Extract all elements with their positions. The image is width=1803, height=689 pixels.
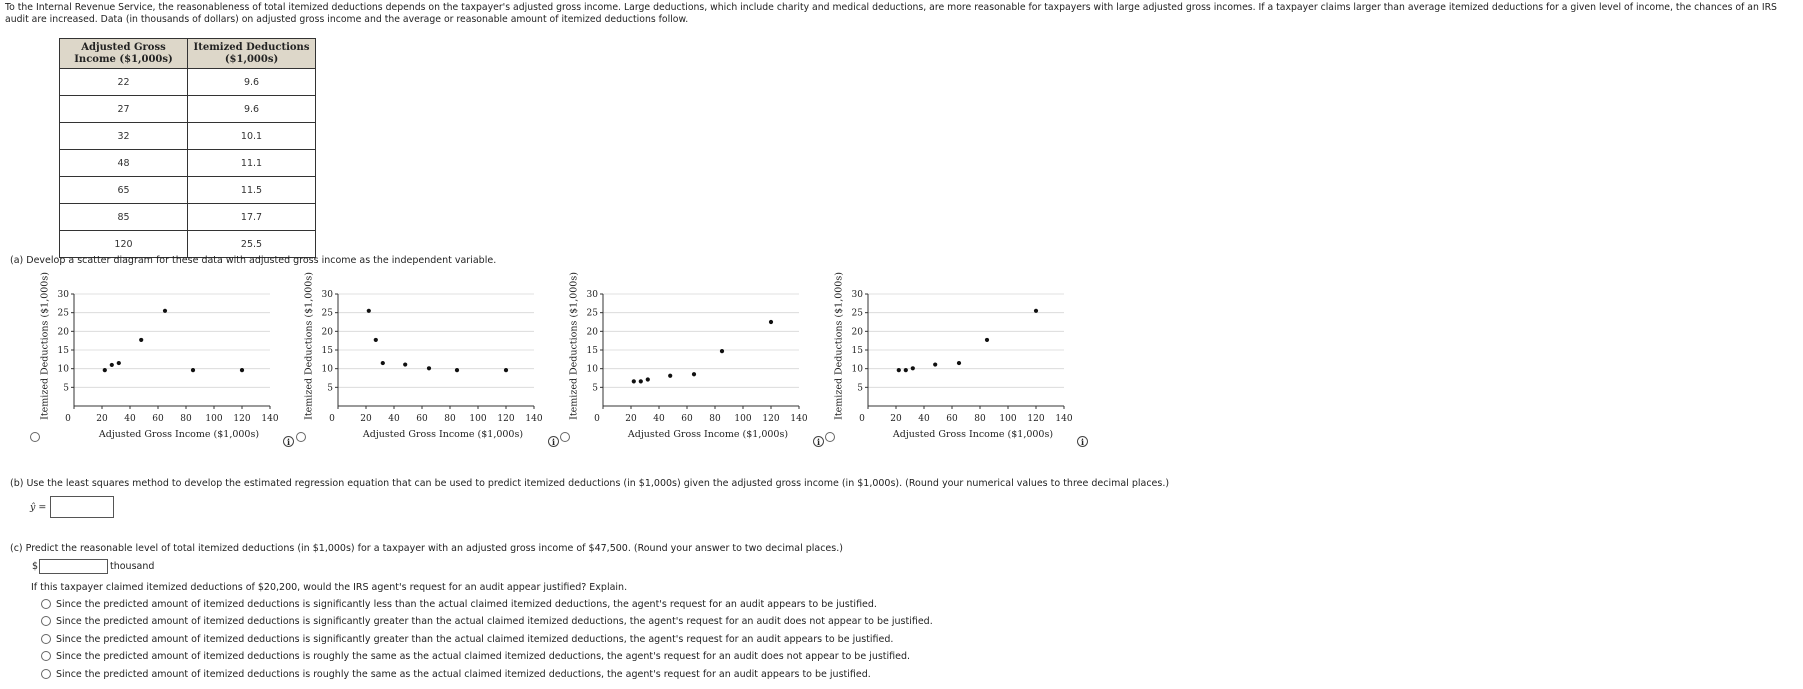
x-tick-label: 60	[152, 414, 164, 424]
regression-equation-input[interactable]	[50, 496, 114, 518]
table-cell-income: 85	[60, 204, 188, 231]
table-row	[60, 177, 316, 204]
data-point	[427, 366, 431, 370]
table-cell-deductions: 11.5	[188, 177, 316, 204]
prediction-input[interactable]	[39, 559, 108, 574]
data-point	[504, 368, 508, 372]
y-axis-label: Itemized Deductions ($1,000s)	[303, 272, 315, 420]
y-tick-label: 20	[321, 327, 333, 338]
table-row	[60, 231, 316, 258]
x-tick-label: 140	[261, 414, 279, 424]
x-tick-label: 80	[444, 414, 456, 424]
scatter-svg	[44, 276, 294, 426]
y-tick-label: 10	[57, 364, 69, 375]
y-axis-label: Itemized Deductions ($1,000s)	[568, 272, 580, 420]
x-tick-label: 140	[1055, 414, 1073, 424]
y-axis-label: Itemized Deductions ($1,000s)	[39, 272, 51, 420]
table-row	[60, 150, 316, 177]
x-tick-label: 40	[124, 414, 136, 424]
scatter-plot-1	[39, 272, 304, 444]
data-point	[632, 379, 636, 383]
x-tick-label: 100	[205, 414, 223, 424]
problem-intro: To the Internal Revenue Service, the reasonableness of total itemized deductions depends on the taxpayer's adjusted gross income. Large deductions, which include charity and medical deductions, are more reasonable for taxpayers with large adjusted gross incomes. If a taxpayer claims larger than average itemized deductions for a given level of income, the chances of an IRS audit are increased. Data (in thousands of dollars) on adjusted gross income and the average or reasonable amount of itemized deductions follow.	[5, 2, 1777, 25]
info-icon[interactable]: i	[548, 436, 559, 447]
info-icon[interactable]: i	[813, 436, 824, 447]
x-tick-label: 0	[859, 414, 865, 424]
data-point	[240, 368, 244, 372]
dollar-sign: $	[32, 561, 39, 572]
data-point	[103, 368, 107, 372]
radio-button[interactable]	[41, 651, 51, 661]
part-c-label: (c) Predict the reasonable level of total itemized deductions (in $1,000s) for a taxpayer with an adjusted gross income of $47,500. (Round your answer to two decimal places.)	[10, 543, 843, 554]
table-cell-income: 65	[60, 177, 188, 204]
y-tick-label: 25	[57, 308, 69, 319]
data-point	[911, 366, 915, 370]
x-tick-label: 60	[946, 414, 958, 424]
table-cell-income: 48	[60, 150, 188, 177]
data-point	[117, 361, 121, 365]
radio-button[interactable]	[41, 616, 51, 626]
data-point	[985, 338, 989, 342]
radio-button[interactable]	[41, 634, 51, 644]
data-point	[692, 372, 696, 376]
data-point	[403, 362, 407, 366]
part-a-label: (a) Develop a scatter diagram for these data with adjusted gross income as the independent variable.	[10, 255, 497, 266]
x-axis-label: Adjusted Gross Income ($1,000s)	[892, 429, 1054, 440]
x-tick-label: 20	[890, 414, 902, 424]
x-tick-label: 80	[974, 414, 986, 424]
x-tick-label: 40	[388, 414, 400, 424]
x-tick-label: 140	[790, 414, 808, 424]
y-tick-label: 5	[857, 383, 863, 394]
audit-option-3[interactable]	[41, 634, 893, 645]
audit-option-1[interactable]	[41, 599, 877, 610]
table-row	[60, 123, 316, 150]
y-tick-label: 5	[592, 383, 598, 394]
data-point	[1034, 309, 1038, 313]
x-tick-label: 100	[469, 414, 487, 424]
x-tick-label: 20	[625, 414, 637, 424]
option-text: Since the predicted amount of itemized deductions is significantly less than the actual claimed itemized deductions, the agent's request for an audit appears to be justified.	[56, 599, 877, 610]
table-header-income: Adjusted Gross Income ($1,000s)	[60, 39, 188, 69]
plot-choice-2-radio[interactable]	[296, 432, 306, 442]
option-text: Since the predicted amount of itemized deductions is significantly greater than the actual claimed itemized deductions, the agent's request for an audit does not appear to be justified.	[56, 616, 933, 627]
y-tick-label: 20	[586, 327, 598, 338]
y-tick-label: 10	[586, 364, 598, 375]
table-row	[60, 204, 316, 231]
x-tick-label: 140	[525, 414, 543, 424]
audit-option-2[interactable]	[41, 616, 933, 627]
x-tick-label: 40	[918, 414, 930, 424]
y-tick-label: 5	[63, 383, 69, 394]
x-tick-label: 120	[1027, 414, 1045, 424]
y-tick-label: 25	[586, 308, 598, 319]
x-tick-label: 40	[653, 414, 665, 424]
plot-choice-1-radio[interactable]	[30, 432, 40, 442]
data-point	[367, 309, 371, 313]
table-cell-income: 32	[60, 123, 188, 150]
table-header-deductions: Itemized Deductions ($1,000s)	[188, 39, 316, 69]
info-icon[interactable]: i	[1077, 436, 1088, 447]
y-tick-label: 15	[851, 346, 863, 356]
y-tick-label: 30	[321, 290, 333, 300]
scatter-plot-4	[833, 272, 1098, 444]
scatter-svg	[308, 276, 558, 426]
data-point	[374, 338, 378, 342]
data-point	[639, 379, 643, 383]
audit-option-5[interactable]	[41, 669, 871, 680]
y-tick-label: 10	[321, 364, 333, 375]
option-text: Since the predicted amount of itemized deductions is roughly the same as the actual claimed itemized deductions, the agent's request for an audit appears to be justified.	[56, 669, 871, 680]
x-tick-label: 80	[709, 414, 721, 424]
x-tick-label: 100	[734, 414, 752, 424]
scatter-plot-3	[568, 272, 833, 444]
y-tick-label: 20	[851, 327, 863, 338]
y-tick-label: 5	[327, 383, 333, 394]
audit-option-4[interactable]	[41, 651, 910, 662]
info-icon[interactable]: i	[283, 436, 294, 447]
x-tick-label: 100	[999, 414, 1017, 424]
table-row	[60, 96, 316, 123]
y-axis-label: Itemized Deductions ($1,000s)	[833, 272, 845, 420]
audit-question: If this taxpayer claimed itemized deductions of $20,200, would the IRS agent's request for an audit appear justified? Explain.	[31, 582, 628, 593]
x-tick-label: 20	[96, 414, 108, 424]
data-point	[897, 368, 901, 372]
plot-choice-4-radio[interactable]	[825, 432, 835, 442]
data-point	[668, 374, 672, 378]
y-tick-label: 30	[57, 290, 69, 300]
data-point	[139, 338, 143, 342]
data-point	[769, 320, 773, 324]
y-tick-label: 30	[586, 290, 598, 300]
data-point	[904, 368, 908, 372]
option-text: Since the predicted amount of itemized deductions is roughly the same as the actual claimed itemized deductions, the agent's request for an audit does not appear to be justified.	[56, 651, 911, 662]
y-tick-label: 15	[586, 346, 598, 356]
x-tick-label: 120	[762, 414, 780, 424]
y-tick-label: 30	[851, 290, 863, 300]
x-tick-label: 0	[65, 414, 71, 424]
part-b-label: (b) Use the least squares method to develop the estimated regression equation that can be used to predict itemized deductions (in $1,000s) given the adjusted gross income (in $1,000s). (Round your numerical values to three decimal places.)	[10, 478, 1170, 489]
table-cell-deductions: 10.1	[188, 123, 316, 150]
data-point	[381, 361, 385, 365]
x-tick-label: 0	[594, 414, 600, 424]
y-tick-label: 15	[321, 346, 333, 356]
table-cell-deductions: 25.5	[188, 231, 316, 258]
option-text: Since the predicted amount of itemized deductions is significantly greater than the actual claimed itemized deductions, the agent's request for an audit appears to be justified.	[56, 634, 894, 645]
x-tick-label: 120	[233, 414, 251, 424]
data-table	[59, 38, 316, 258]
scatter-svg	[838, 276, 1088, 426]
table-cell-deductions: 11.1	[188, 150, 316, 177]
data-point	[646, 377, 650, 381]
data-point	[957, 361, 961, 365]
table-cell-deductions: 9.6	[188, 96, 316, 123]
data-point	[455, 368, 459, 372]
x-tick-label: 60	[681, 414, 693, 424]
unit-label: thousand	[110, 561, 155, 572]
y-tick-label: 20	[57, 327, 69, 338]
table-cell-income: 22	[60, 69, 188, 96]
scatter-svg	[573, 276, 823, 426]
data-point	[163, 309, 167, 313]
table-header-row	[60, 39, 316, 69]
x-tick-label: 60	[416, 414, 428, 424]
data-point	[720, 349, 724, 353]
x-axis-label: Adjusted Gross Income ($1,000s)	[627, 429, 789, 440]
x-axis-label: Adjusted Gross Income ($1,000s)	[362, 429, 524, 440]
data-point	[933, 362, 937, 366]
radio-button[interactable]	[41, 669, 51, 679]
data-point	[110, 363, 114, 367]
table-row	[60, 69, 316, 96]
table-cell-deductions: 9.6	[188, 69, 316, 96]
x-axis-label: Adjusted Gross Income ($1,000s)	[98, 429, 260, 440]
scatter-plot-2	[303, 272, 568, 444]
y-tick-label: 25	[851, 308, 863, 319]
data-point	[191, 368, 195, 372]
table-cell-deductions: 17.7	[188, 204, 316, 231]
y-tick-label: 15	[57, 346, 69, 356]
yhat-label: ŷ =	[30, 502, 47, 513]
y-tick-label: 25	[321, 308, 333, 319]
x-tick-label: 20	[360, 414, 372, 424]
x-tick-label: 0	[329, 414, 335, 424]
table-cell-income: 120	[60, 231, 188, 258]
plot-choice-3-radio[interactable]	[560, 432, 570, 442]
y-tick-label: 10	[851, 364, 863, 375]
x-tick-label: 120	[497, 414, 515, 424]
x-tick-label: 80	[180, 414, 192, 424]
table-cell-income: 27	[60, 96, 188, 123]
radio-button[interactable]	[41, 599, 51, 609]
